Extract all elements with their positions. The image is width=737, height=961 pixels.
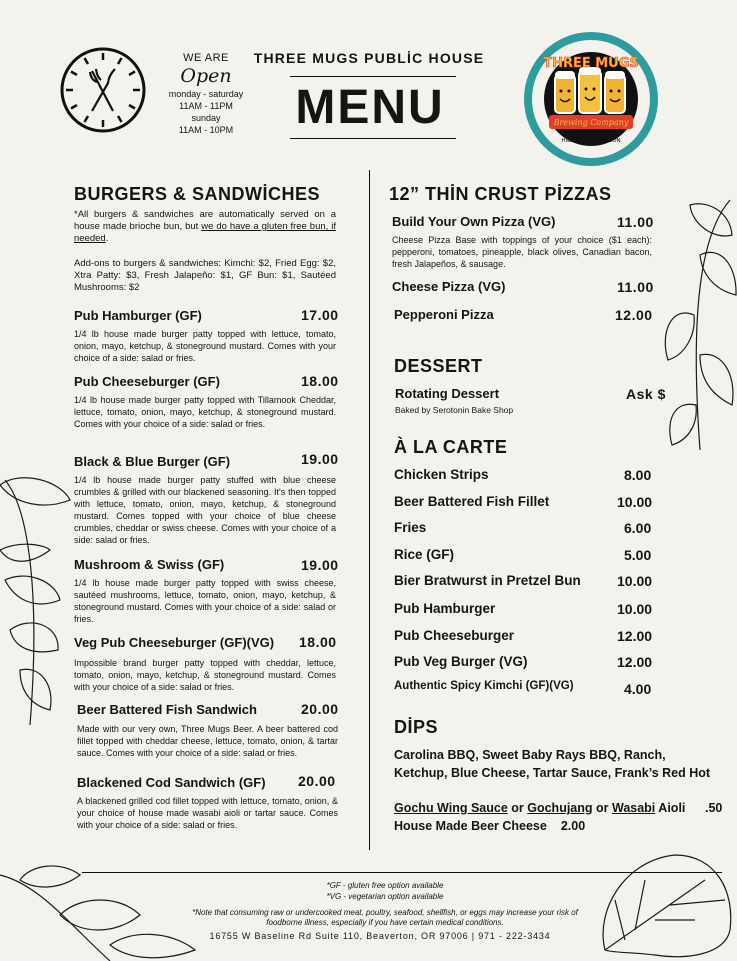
beer-cheese-line: House Made Beer Cheese 2.00 bbox=[394, 819, 586, 833]
leaf-illustration-right-top bbox=[660, 195, 737, 455]
carte-item-name: Fries bbox=[394, 520, 427, 535]
carte-item-price: 8.00 bbox=[624, 467, 652, 483]
pizza-item-price: 11.00 bbox=[617, 214, 654, 230]
food-warning-1: *Note that consuming raw or undercooked meat, poultry, seafood, shellfish, or eggs may increase your risk of bbox=[192, 908, 578, 917]
carte-item-price: 10.00 bbox=[617, 601, 653, 617]
pizza-item-name: Pepperoni Pizza bbox=[394, 307, 494, 322]
dessert-heading: DESSERT bbox=[394, 356, 483, 376]
carte-item-name: Rice (GF) bbox=[394, 547, 455, 562]
burgers-addons: Add-ons to burgers & sandwiches: Kimchi: $2, Fried Egg: $2, Xtra Patty: $3, Fresh Jalapeño: $1, GF Bun: $1, Sautéed Mushrooms: $2 bbox=[74, 258, 336, 293]
dessert-baker: Baked by Serotonin Bake Shop bbox=[395, 405, 514, 415]
burger-item-price: 19.00 bbox=[301, 451, 339, 467]
hours-time-1: 11AM - 11PM bbox=[179, 101, 233, 111]
carte-item-name: Pub Cheeseburger bbox=[394, 628, 515, 643]
burgers-heading: BURGERS & SANDWİCHES bbox=[74, 184, 321, 204]
burger-item-price: 20.00 bbox=[298, 773, 336, 789]
logo-subtitle: Brewing Company bbox=[553, 118, 629, 127]
burger-item-name: Black & Blue Burger (GF) bbox=[74, 454, 231, 469]
pub-name: THREE MUGS PUBLİC HOUSE bbox=[253, 50, 485, 66]
carte-item-price: 12.00 bbox=[617, 654, 653, 670]
dessert-price: Ask $ bbox=[626, 386, 666, 402]
burger-item-price: 20.00 bbox=[301, 701, 339, 717]
dips-list bbox=[394, 746, 710, 782]
hours-days-1: monday - saturday bbox=[168, 89, 244, 99]
burger-item-name: Blackened Cod Sandwich (GF) bbox=[77, 775, 266, 790]
dips-line-1: Carolina BBQ, Sweet Baby Rays BBQ, Ranch, bbox=[394, 748, 666, 762]
title-rule-bottom bbox=[290, 138, 456, 139]
carte-item-price: 10.00 bbox=[617, 573, 653, 589]
burger-item-desc: Impossible brand burger patty topped with cheddar, lettuce, tomato, onion, mayo, ketchup, & stoneground mustard. Comes with your choice of a side: salad or fries. bbox=[74, 658, 336, 692]
hours-time-2: 11AM - 10PM bbox=[178, 125, 234, 135]
pizza-item-price: 11.00 bbox=[617, 279, 654, 295]
burger-item-desc: Made with our very own, Three Mugs Beer. A beer battered cod fillet topped with cheddar cheese, lettuce, tomato, onion, & tartar sauce. Comes with your choice of a side: salad or fries. bbox=[77, 724, 338, 758]
burger-item-name: Veg Pub Cheeseburger (GF)(VG) bbox=[74, 635, 275, 650]
we-are-label: WE ARE bbox=[183, 52, 229, 64]
carte-item-price: 4.00 bbox=[624, 681, 652, 697]
clock-icon bbox=[58, 45, 148, 135]
hours-days-2: sunday bbox=[191, 113, 221, 123]
logo-city: HILLSBORO, OREGON bbox=[561, 138, 621, 144]
opening-hours bbox=[150, 52, 262, 136]
pizza-heading: 12” THİN CRUST PİZZAS bbox=[389, 184, 612, 204]
burger-item-price: 19.00 bbox=[301, 557, 339, 573]
carte-item-price: 12.00 bbox=[617, 628, 653, 644]
pizza-item-name: Build Your Own Pizza (VG) bbox=[392, 214, 556, 229]
column-divider bbox=[369, 170, 370, 850]
carte-heading: À LA CARTE bbox=[394, 437, 508, 457]
burger-item-price: 18.00 bbox=[299, 634, 337, 650]
title-rule-top bbox=[290, 76, 456, 77]
aioli-price: .50 bbox=[705, 801, 723, 815]
address: 16755 W Baseline Rd Suite 110, Beaverton, OR 97006 | 971 - 222-3434 bbox=[209, 931, 551, 941]
carte-item-price: 6.00 bbox=[624, 520, 652, 536]
burger-item-price: 17.00 bbox=[301, 307, 339, 323]
pizza-item-desc: Cheese Pizza Base with toppings of your choice ($1 each): pepperoni, tomatoes, pineapple, black olives, Canadian bacon, fresh Jalapeños, & sausage. bbox=[392, 235, 652, 269]
carte-item-name: Pub Veg Burger (VG) bbox=[394, 654, 528, 669]
carte-item-name: Beer Battered Fish Fillet bbox=[394, 494, 550, 509]
carte-item-price: 10.00 bbox=[617, 494, 653, 510]
burger-item-name: Pub Hamburger (GF) bbox=[74, 308, 202, 323]
burger-item-name: Mushroom & Swiss (GF) bbox=[74, 557, 225, 572]
burger-item-name: Pub Cheeseburger (GF) bbox=[74, 374, 220, 389]
monstera-leaf-illustration bbox=[585, 850, 737, 961]
burger-item-price: 18.00 bbox=[301, 373, 339, 389]
burger-item-desc: 1/4 lb house made burger patty topped with lettuce, tomato, onion, mayo, ketchup, & stoneground mustard. Comes with your choice of a side: salad or fries. bbox=[74, 329, 336, 363]
leaf-illustration-bottom-left bbox=[0, 855, 200, 961]
carte-item-name: Pub Hamburger bbox=[394, 601, 496, 616]
dips-line-2: Ketchup, Blue Cheese, Tartar Sauce, Frank’s Red Hot bbox=[394, 766, 711, 780]
open-label: Open bbox=[180, 65, 232, 87]
leaf-illustration-left bbox=[0, 470, 75, 730]
food-warning-2: foodborne illness, especially if you have certain medical conditions. bbox=[266, 918, 504, 927]
carte-item-name: Chicken Strips bbox=[394, 467, 489, 482]
burger-item-desc: 1/4 lb house made burger patty stuffed with blue cheese crumbles & grilled with our blackened seasoning. It's then topped with lettuce, tomato, onion, mayo, ketchup, & stoneground mustard. Comes topped with your choice of blue cheese crumbles, cheddar or swiss cheese. Comes with your choice of a side: salad or fries. bbox=[74, 475, 336, 545]
burger-item-desc: A blackened grilled cod fillet topped with lettuce, tomato, onion, & your choice of house made wasabi aioli or tartar sauce. Comes with your choice of a side: salad or fries. bbox=[77, 796, 338, 830]
vg-note: *VG - vegetarian option available bbox=[326, 892, 444, 901]
dessert-name: Rotating Dessert bbox=[395, 386, 500, 401]
logo-title: THREE MUGS bbox=[543, 56, 639, 71]
dips-heading: DİPS bbox=[394, 717, 439, 737]
carte-item-name: Authentic Spicy Kimchi (GF)(VG) bbox=[394, 680, 574, 692]
three-mugs-logo bbox=[521, 29, 661, 169]
burger-item-desc: 1/4 lb house made burger patty topped with swiss cheese, sautéed mushrooms, lettuce, tomato, onion, mayo, ketchup, & stoneground mustard. Comes with your choice of a side: salad or fries. bbox=[74, 578, 336, 624]
carte-item-name: Bier Bratwurst in Pretzel Bun bbox=[394, 573, 581, 588]
burger-item-desc: 1/4 lb house made burger patty topped with Tillamook Cheddar, lettuce, tomato, onion, mayo, ketchup, & stoneground mustard. Comes with your choice of a side: salad or fries. bbox=[74, 395, 336, 429]
pizza-item-name: Cheese Pizza (VG) bbox=[392, 279, 506, 294]
burgers-bun-note: *All burgers & sandwiches are automatically served on a house made brioche bun, but we do have a gluten free bun, if needed. bbox=[74, 209, 336, 244]
carte-item-price: 5.00 bbox=[624, 547, 652, 563]
dips-aioli-line: Gochu Wing Sauce or Gochujang or Wasabi Aioli .50 bbox=[394, 801, 723, 815]
burger-item-name: Beer Battered Fish Sandwich bbox=[77, 702, 257, 717]
gf-note: *GF - gluten free option available bbox=[326, 881, 444, 890]
pizza-item-price: 12.00 bbox=[615, 307, 653, 323]
menu-title: MENU bbox=[295, 81, 445, 134]
